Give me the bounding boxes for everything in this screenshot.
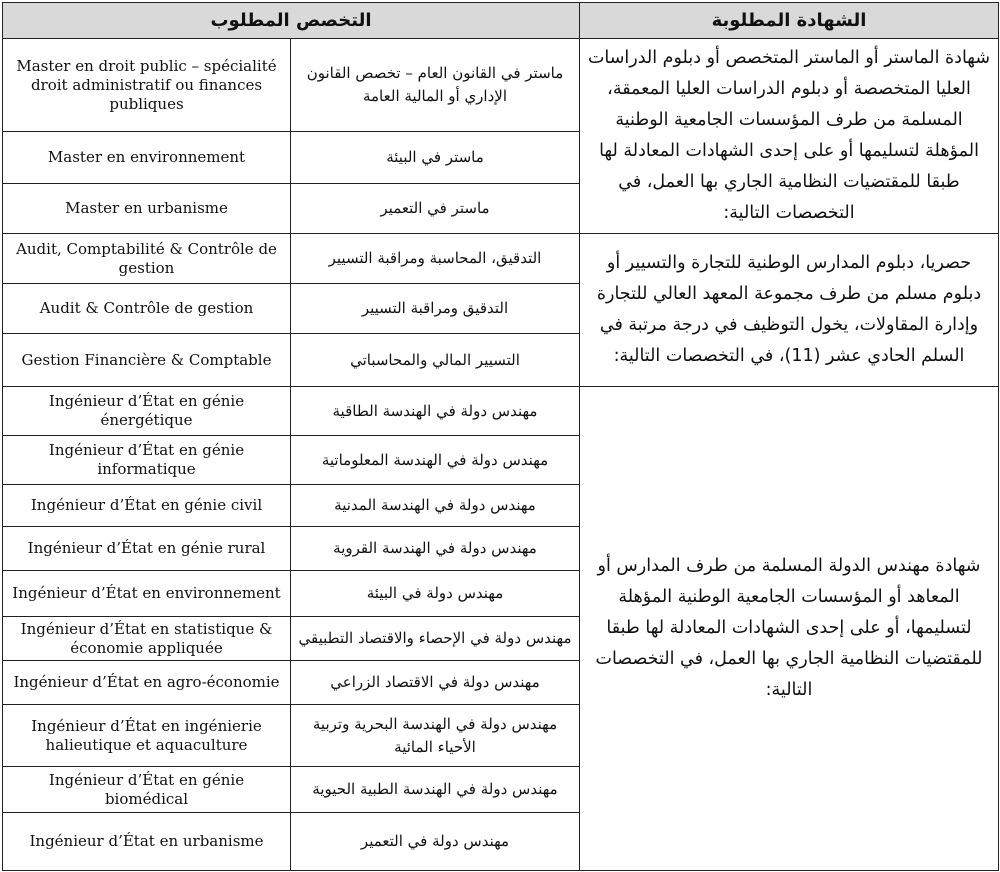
specialty-ar: مهندس دولة في الهندسة البحرية وتربية الأحياء المائية	[291, 705, 580, 767]
specialty-ar: مهندس دولة في البيئة	[291, 571, 580, 617]
degree-requirement-engineer: شهادة مهندس الدولة المسلمة من طرف المدارس أو المعاهد أو المؤسسات الجامعية الوطنية المؤهلة لتسليمها، أو على إحدى الشهادات المعادلة لها طبقا للمقتضيات النظامية الجاري بها العمل، في التخصصات التالية:	[580, 387, 999, 871]
specialty-fr: Gestion Financière & Comptable	[3, 334, 291, 387]
specialty-fr: Ingénieur d’État en génie énergétique	[3, 387, 291, 436]
specialty-fr: Ingénieur d’État en statistique & économie appliquée	[3, 617, 291, 661]
degree-requirement-commerce: حصريا، دبلوم المدارس الوطنية للتجارة والتسيير أو دبلوم مسلم من طرف مجموعة المعهد العالي للتجارة وإدارة المقاولات، يخول التوظيف في درجة مرتبة في السلم الحادي عشر (11)، في التخصصات التالية:	[580, 234, 999, 387]
specialty-fr: Ingénieur d’État en génie rural	[3, 527, 291, 571]
requirements-table	[2, 2, 999, 871]
specialty-ar: مهندس دولة في الإحصاء والاقتصاد التطبيقي	[291, 617, 580, 661]
header-row	[3, 3, 999, 39]
specialty-ar: التدقيق ومراقبة التسيير	[291, 284, 580, 334]
specialty-ar: مهندس دولة في الهندسة المعلوماتية	[291, 436, 580, 485]
specialty-ar: التسيير المالي والمحاسباتي	[291, 334, 580, 387]
specialty-ar: مهندس دولة في الهندسة القروية	[291, 527, 580, 571]
specialty-fr: Audit, Comptabilité & Contrôle de gestion	[3, 234, 291, 284]
specialty-fr: Audit & Contrôle de gestion	[3, 284, 291, 334]
specialty-fr: Ingénieur d’État en génie informatique	[3, 436, 291, 485]
specialty-header: التخصص المطلوب	[3, 3, 580, 39]
specialty-fr: Master en droit public – spécialité droit administratif ou finances publiques	[3, 39, 291, 132]
specialty-ar: مهندس دولة في التعمير	[291, 813, 580, 871]
table-row	[3, 387, 999, 436]
table-row	[3, 234, 999, 284]
specialty-fr: Ingénieur d’État en environnement	[3, 571, 291, 617]
specialty-ar: مهندس دولة في الهندسة الطاقية	[291, 387, 580, 436]
specialty-ar: مهندس دولة في الهندسة المدنية	[291, 485, 580, 527]
specialty-fr: Master en environnement	[3, 132, 291, 184]
specialty-ar: ماستر في القانون العام – تخصص القانون الإداري أو المالية العامة	[291, 39, 580, 132]
specialty-ar: مهندس دولة في الهندسة الطبية الحيوية	[291, 767, 580, 813]
degree-header: الشهادة المطلوبة	[580, 3, 999, 39]
specialty-fr: Ingénieur d’État en génie biomédical	[3, 767, 291, 813]
specialty-ar: التدقيق، المحاسبة ومراقبة التسيير	[291, 234, 580, 284]
specialty-fr: Master en urbanisme	[3, 184, 291, 234]
table-row	[3, 39, 999, 132]
specialty-ar: مهندس دولة في الاقتصاد الزراعي	[291, 661, 580, 705]
specialty-fr: Ingénieur d’État en ingénierie halieutique et aquaculture	[3, 705, 291, 767]
degree-requirement-master: شهادة الماستر أو الماستر المتخصص أو دبلوم الدراسات العليا المتخصصة أو دبلوم الدراسات العليا المعمقة، المسلمة من طرف المؤسسات الجامعية الوطنية المؤهلة لتسليمها أو على إحدى الشهادات المعادلة لها طبقا للمقتضيات النظامية الجاري بها العمل، في التخصصات التالية:	[580, 39, 999, 234]
specialty-fr: Ingénieur d’État en urbanisme	[3, 813, 291, 871]
specialty-ar: ماستر في البيئة	[291, 132, 580, 184]
specialty-fr: Ingénieur d’État en génie civil	[3, 485, 291, 527]
specialty-ar: ماستر في التعمير	[291, 184, 580, 234]
specialty-fr: Ingénieur d’État en agro-économie	[3, 661, 291, 705]
